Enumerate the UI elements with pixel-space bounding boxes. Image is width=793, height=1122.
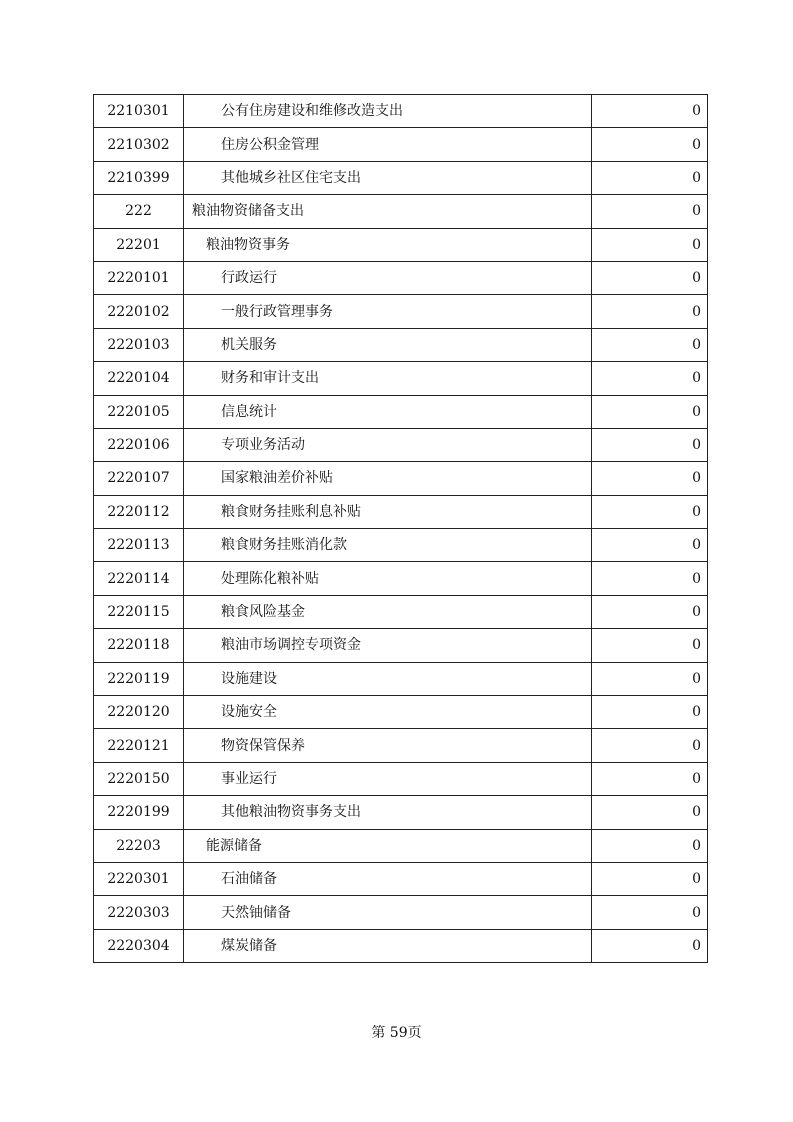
table-row: [94, 261, 708, 294]
table-row: [94, 529, 708, 562]
row-value-cell: 0: [592, 629, 708, 662]
table-row: [94, 495, 708, 528]
row-value-cell: 0: [592, 929, 708, 962]
table-row: [94, 762, 708, 795]
row-value-cell: 0: [592, 261, 708, 294]
row-value-cell: 0: [592, 762, 708, 795]
budget-table-body: [94, 95, 708, 963]
table-row: [94, 696, 708, 729]
budget-table: [93, 94, 708, 963]
row-name-cell: 粮食财务挂账消化款: [184, 529, 592, 562]
row-value-cell: 0: [592, 495, 708, 528]
row-name-cell: 住房公积金管理: [184, 128, 592, 161]
row-code-cell: 2220115: [94, 595, 184, 628]
row-code-cell: 2220101: [94, 261, 184, 294]
row-name-cell: 粮食风险基金: [184, 595, 592, 628]
table-row: [94, 729, 708, 762]
row-name-cell: 其他城乡社区住宅支出: [184, 161, 592, 194]
row-code-cell: 2220103: [94, 328, 184, 361]
row-name-cell: 天然铀储备: [184, 896, 592, 929]
row-code-cell: 2220106: [94, 428, 184, 461]
table-row: [94, 362, 708, 395]
table-row: [94, 629, 708, 662]
row-value-cell: 0: [592, 228, 708, 261]
row-name-cell: 财务和审计支出: [184, 362, 592, 395]
table-row: [94, 428, 708, 461]
table-row: [94, 796, 708, 829]
table-row: [94, 929, 708, 962]
row-code-cell: 2220107: [94, 462, 184, 495]
row-name-cell: 粮油市场调控专项资金: [184, 629, 592, 662]
table-row: [94, 128, 708, 161]
row-code-cell: 222: [94, 195, 184, 228]
row-name-cell: 粮油物资事务: [184, 228, 592, 261]
row-value-cell: 0: [592, 428, 708, 461]
row-name-cell: 行政运行: [184, 261, 592, 294]
table-row: [94, 195, 708, 228]
row-value-cell: 0: [592, 862, 708, 895]
row-value-cell: 0: [592, 128, 708, 161]
row-code-cell: 2220150: [94, 762, 184, 795]
row-name-cell: 一般行政管理事务: [184, 295, 592, 328]
row-code-cell: 2220112: [94, 495, 184, 528]
row-name-cell: 能源储备: [184, 829, 592, 862]
row-name-cell: 粮食财务挂账利息补贴: [184, 495, 592, 528]
row-name-cell: 处理陈化粮补贴: [184, 562, 592, 595]
row-value-cell: 0: [592, 696, 708, 729]
row-code-cell: 22201: [94, 228, 184, 261]
row-code-cell: 2220114: [94, 562, 184, 595]
row-code-cell: 2220105: [94, 395, 184, 428]
row-value-cell: 0: [592, 829, 708, 862]
row-name-cell: 石油储备: [184, 862, 592, 895]
row-value-cell: 0: [592, 395, 708, 428]
row-code-cell: 2220303: [94, 896, 184, 929]
row-code-cell: 2220118: [94, 629, 184, 662]
table-row: [94, 562, 708, 595]
row-code-cell: 2220119: [94, 662, 184, 695]
row-code-cell: 2220113: [94, 529, 184, 562]
row-value-cell: 0: [592, 295, 708, 328]
row-code-cell: 2220301: [94, 862, 184, 895]
row-value-cell: 0: [592, 362, 708, 395]
row-code-cell: 2220304: [94, 929, 184, 962]
row-name-cell: 粮油物资储备支出: [184, 195, 592, 228]
row-value-cell: 0: [592, 662, 708, 695]
row-code-cell: 2220121: [94, 729, 184, 762]
row-value-cell: 0: [592, 328, 708, 361]
row-value-cell: 0: [592, 462, 708, 495]
row-name-cell: 公有住房建设和维修改造支出: [184, 95, 592, 128]
row-value-cell: 0: [592, 729, 708, 762]
row-code-cell: 2210302: [94, 128, 184, 161]
row-value-cell: 0: [592, 595, 708, 628]
row-value-cell: 0: [592, 95, 708, 128]
table-row: [94, 395, 708, 428]
row-code-cell: 22203: [94, 829, 184, 862]
table-row: [94, 595, 708, 628]
page-number: 第 59页: [371, 1025, 422, 1041]
row-code-cell: 2210301: [94, 95, 184, 128]
row-value-cell: 0: [592, 195, 708, 228]
table-row: [94, 161, 708, 194]
row-name-cell: 物资保管保养: [184, 729, 592, 762]
row-name-cell: 设施安全: [184, 696, 592, 729]
row-code-cell: 2210399: [94, 161, 184, 194]
table-row: [94, 228, 708, 261]
row-name-cell: 其他粮油物资事务支出: [184, 796, 592, 829]
row-code-cell: 2220102: [94, 295, 184, 328]
row-name-cell: 设施建设: [184, 662, 592, 695]
table-row: [94, 295, 708, 328]
row-value-cell: 0: [592, 562, 708, 595]
table-row: [94, 328, 708, 361]
table-row: [94, 829, 708, 862]
row-name-cell: 专项业务活动: [184, 428, 592, 461]
row-value-cell: 0: [592, 529, 708, 562]
row-name-cell: 事业运行: [184, 762, 592, 795]
row-code-cell: 2220120: [94, 696, 184, 729]
row-name-cell: 煤炭储备: [184, 929, 592, 962]
table-row: [94, 896, 708, 929]
table-row: [94, 662, 708, 695]
row-code-cell: 2220104: [94, 362, 184, 395]
row-name-cell: 机关服务: [184, 328, 592, 361]
row-name-cell: 国家粮油差价补贴: [184, 462, 592, 495]
table-row: [94, 95, 708, 128]
row-code-cell: 2220199: [94, 796, 184, 829]
table-row: [94, 462, 708, 495]
row-value-cell: 0: [592, 796, 708, 829]
row-value-cell: 0: [592, 161, 708, 194]
row-name-cell: 信息统计: [184, 395, 592, 428]
row-value-cell: 0: [592, 896, 708, 929]
table-row: [94, 862, 708, 895]
